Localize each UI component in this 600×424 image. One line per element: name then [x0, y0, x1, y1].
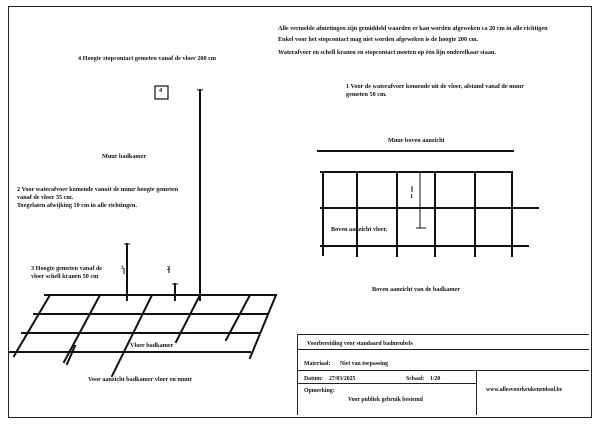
note-2-line-3: Toegelaten afwijking 10 cm in alle richtingen.	[17, 202, 137, 209]
general-note-3: Waterafvoer en schell kranen en stopcontact moeten op één lijn onderelkaar staan.	[278, 49, 496, 56]
label-muur-boven-aanzicht: Muur boven aanzicht	[388, 137, 445, 144]
title-block	[297, 334, 589, 415]
note-1-line-1: 1 Voor de waterafvoer komende uit de vloer, afstand vanaf de muur	[346, 83, 524, 90]
materiaal-label: Materiaal:	[304, 361, 331, 367]
label-voor-aanzicht: Voor aanzicht badkamer vloer en muur	[88, 376, 193, 383]
opmerking-value: Voor publiek gebruik bestemd	[348, 397, 423, 403]
floor-line	[14, 295, 50, 356]
note-1-line-2: gemeten 50 cm.	[346, 91, 387, 98]
floor-line	[250, 295, 276, 358]
floor-line	[112, 295, 152, 376]
note-2-line-2: vanaf de vloer 35 cm.	[17, 194, 74, 201]
opmerking-label: Opmerking:	[304, 388, 335, 394]
general-note-1: Alle vermelde afmetingen zijn gemiddeld waarden er kan worden afgeweken ca 20 cm in alle richtigen	[278, 25, 548, 32]
note-3-line-2: vloer schell kranen 50 cm	[31, 273, 99, 280]
num-label-3: 3	[121, 266, 124, 271]
num-label-2: 2	[167, 265, 171, 272]
website-link[interactable]: www.allesvoorkeukenenbad.be	[486, 387, 563, 393]
floor-line	[176, 295, 200, 342]
note-2-line-1: 2 Voor waterafvoer komende vanuit de muur hoogte gemeten	[17, 186, 179, 193]
title-block-title: Voorbereiding voor standaard badmeubels	[307, 341, 413, 347]
label-muur-badkamer: Muur badkamer	[102, 153, 147, 160]
schaal-label: Schaal:	[406, 376, 425, 382]
marker-4-label: 4	[159, 87, 163, 94]
label-boven-aanzicht-badkamer: Boven aanzicht van de badkamer	[372, 286, 461, 293]
num-label-1: 1	[410, 193, 414, 200]
note-3-line-1: 3 Hoogte gemeten vanaf de	[31, 265, 103, 272]
label-vloer-badkamer: Vloer badkamer	[130, 342, 174, 349]
datum-label: Datum:	[304, 376, 323, 382]
note-4: 4 Hoogte stopcontact gemeten vanaf de vloer 200 cm	[78, 55, 217, 62]
schaal-value: 1/20	[430, 376, 441, 382]
datum-value: 27/03/2025	[329, 376, 356, 382]
general-note-2: Enkel voor het stopcontact mag niet worden afgeweken is de hoogte 200 cm.	[278, 36, 479, 43]
materiaal-value: Niet van toepassing	[340, 361, 388, 367]
label-boven-aanzicht-vloer: Boven aanzicht vloer.	[331, 226, 388, 233]
